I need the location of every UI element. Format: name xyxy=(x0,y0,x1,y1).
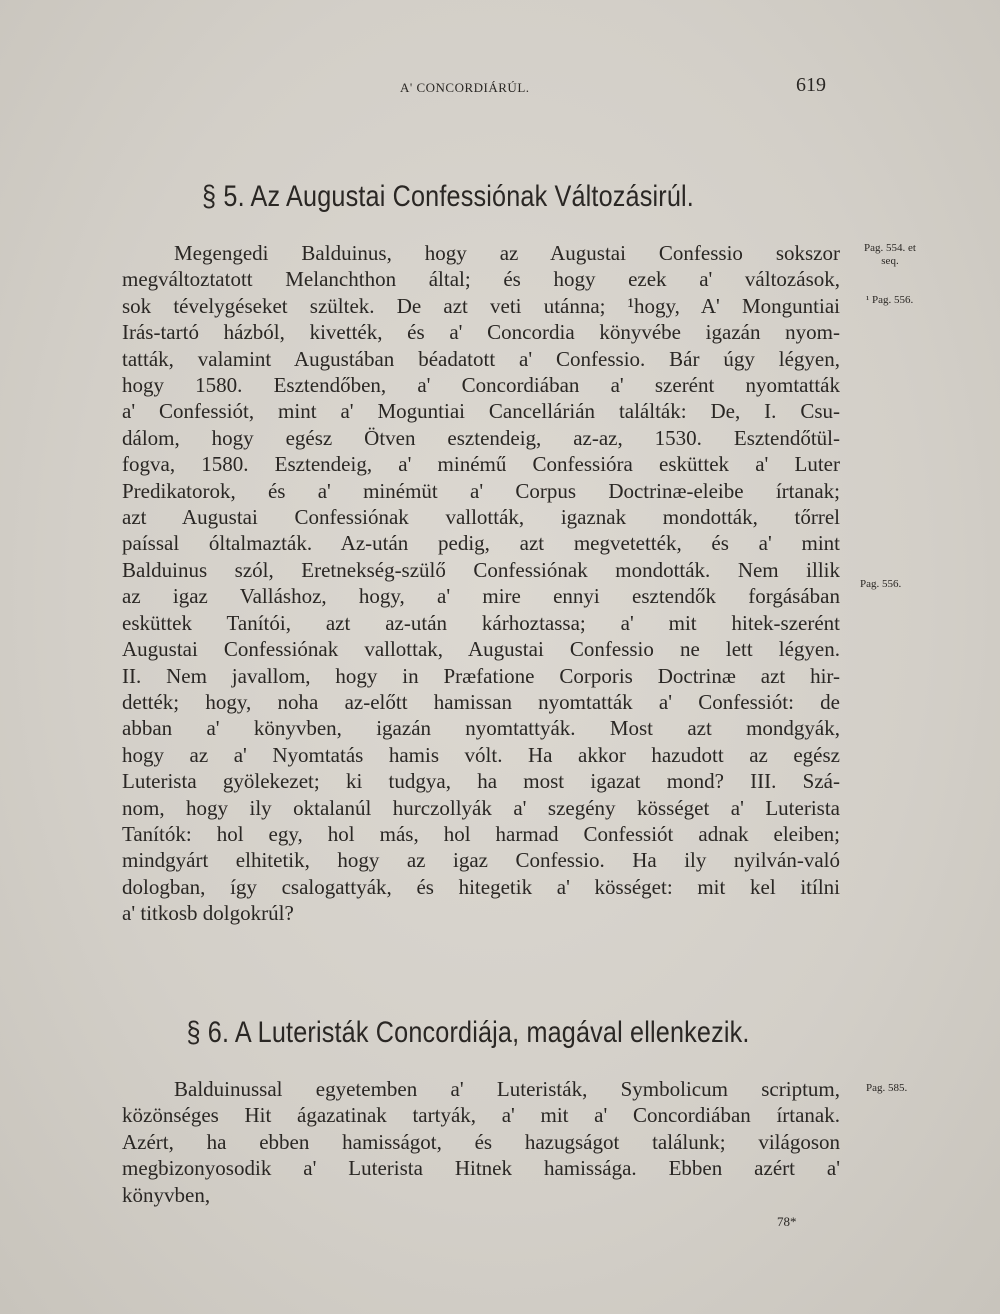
text-line: könyvben, xyxy=(122,1182,211,1207)
text-line: Balduinus szól, Eretnekség-szülő Confessiónak mondották. Nem illik xyxy=(122,557,840,582)
running-head: A' CONCORDIÁRÚL. xyxy=(400,80,530,95)
text-line: sok tévelygéseket szültek. De azt veti utánna; ¹hogy, A' Monguntiai xyxy=(122,293,840,318)
text-line: megbizonyosodik a' Luterista Hitnek hamissága. Ebben azért a' xyxy=(122,1156,840,1181)
section-6-paragraph xyxy=(122,1076,840,1208)
text-line: abban a' könyvben, igazán nyomtattyák. Most azt mondgyák, xyxy=(122,716,840,741)
text-line: Irás-tartó házból, kivették, és a' Concordia könyvébe igazán nyom- xyxy=(122,320,840,345)
text-line: Balduinussal egyetemben a' Luteristák, Symbolicum scriptum, xyxy=(174,1077,840,1101)
text-line: az igaz Valláshoz, hogy, a' mire ennyi esztendők forgásában xyxy=(122,584,840,609)
text-line: közönséges Hit ágazatinak tartyák, a' mit a' Concordiában írtanak. xyxy=(122,1103,840,1128)
text-line: a' Confessiót, mint a' Moguntiai Cancellárián találták: De, I. Csu- xyxy=(122,399,840,424)
text-line: tatták, valamint Augustában béadatott a' Confessio. Bár úgy légyen, xyxy=(122,346,840,371)
text-line: dálom, hogy egész Ötven esztendeig, az-az, 1530. Esztendőtül- xyxy=(122,425,840,450)
margin-note: Pag. 554. et seq. xyxy=(864,242,916,267)
text-line: Azért, ha ebben hamisságot, és hazugságot találunk; világoson xyxy=(122,1129,840,1154)
text-line: Tanítók: hol egy, hol más, hol harmad Confessiót adnak eleiben; xyxy=(122,821,840,846)
text-line: dologban, így csalogattyák, és hitegetik a' kösséget: mit kel itílni xyxy=(122,874,840,899)
printer-signature: 78* xyxy=(777,1214,797,1229)
margin-note: ¹ Pag. 556. xyxy=(866,294,914,306)
margin-note: Pag. 585. xyxy=(866,1082,908,1094)
text-line: Megengedi Balduinus, hogy az Augustai Confessio sokszor xyxy=(174,241,840,265)
text-line: esküttek Tanítói, azt az-után kárhoztassa; a' mit hitek-szerént xyxy=(122,610,840,635)
text-line: megváltoztatott Melanchthon által; és hogy ezek a' változások, xyxy=(122,267,840,292)
text-line: fogva, 1580. Esztendeig, a' minémű Confessióra esküttek a' Luter xyxy=(122,452,840,477)
section-5-paragraph xyxy=(122,240,840,927)
text-line: hogy az a' Nyomtatás hamis vólt. Ha akkor hazudott az egész xyxy=(122,742,840,767)
text-line: II. Nem javallom, hogy in Præfatione Corporis Doctrinæ azt hir- xyxy=(122,663,840,688)
text-line: dették; hogy, noha az-előtt hamissan nyomtatták a' Confessiót: de xyxy=(122,689,840,714)
text-line: Luterista gyölekezet; ki tudgya, ha most igazat mond? III. Szá- xyxy=(122,769,840,794)
text-line: hogy 1580. Esztendőben, a' Concordiában a' szerént nyomtatták xyxy=(122,373,840,398)
text-line: paíssal óltalmazták. Az-után pedig, azt megvetették, és a' mint xyxy=(122,531,840,556)
text-line: Augustai Confessiónak vallottak, Augustai Confessio ne lett légyen. xyxy=(122,637,840,662)
text-line: azt Augustai Confessiónak vallották, igaznak mondották, tőrrel xyxy=(122,505,840,530)
text-line: mindgyárt elhitetik, hogy az igaz Confessio. Ha ily nyilván-való xyxy=(122,848,840,873)
text-line: a' titkosb dolgokrúl? xyxy=(122,901,294,926)
section-5-heading: § 5. Az Augustai Confessiónak Változásirúl. xyxy=(202,180,694,213)
page-number: 619 xyxy=(796,74,826,96)
margin-note: Pag. 556. xyxy=(860,578,902,590)
section-6-heading: § 6. A Luteristák Concordiája, magával ellenkezik. xyxy=(186,1016,750,1049)
text-line: nom, hogy ily oktalanúl hurczollyák a' szegény kösséget a' Luterista xyxy=(122,795,840,820)
text-line: Predikatorok, és a' minémüt a' Corpus Doctrinæ-eleibe írtanak; xyxy=(122,478,840,503)
